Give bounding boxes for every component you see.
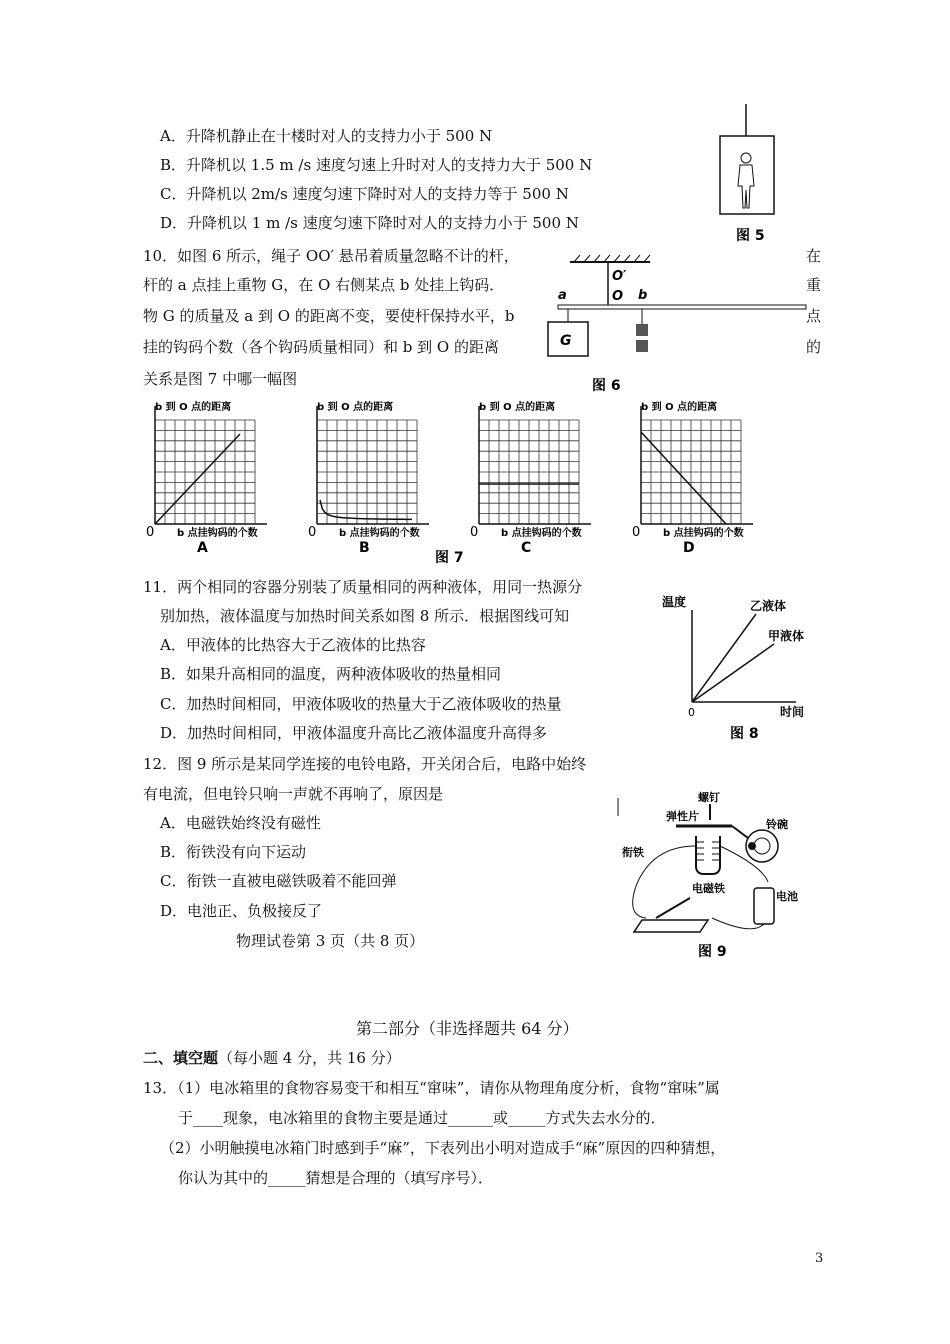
q13-1-line-1: 13．（1）电冰箱里的食物容易变干和相互“窜味”，请你从物理角度分析，食物“窜味”属	[143, 1079, 720, 1097]
q13-2-line-2: 你认为其中的_____猜想是合理的（填写序号）．	[178, 1169, 494, 1187]
q12-option-b: B．衔铁没有向下运动	[160, 843, 307, 861]
q10-line-2: 杆的 a 点挂上重物 G，在 O 右侧某点 b 处挂上钩码．	[143, 276, 505, 294]
figure-6-caption: 图 6	[592, 378, 621, 394]
figure-7-xlabel: b 点挂钩码的个数	[177, 528, 258, 539]
q12-option-c: C．衔铁一直被电磁铁吸着不能回弹	[160, 872, 397, 890]
q10-right-char-2: 重	[806, 276, 822, 294]
q12-option-a: A．电磁铁始终没有磁性	[160, 814, 321, 832]
figure-6-lever	[540, 252, 810, 394]
fig9-label-screw: 螺钉	[698, 791, 720, 804]
fig9-label-armature: 衔铁	[622, 846, 644, 859]
q11-option-b: B．如果升高相同的温度，两种液体吸收的热量相同	[160, 665, 502, 683]
fig6-label-a: a	[558, 288, 567, 303]
figure-7-ylabel: b 到 O 点的距离	[479, 402, 556, 413]
q10-right-char-3: 点	[806, 307, 822, 325]
q10-line-5: 关系是图 7 中哪一幅图	[143, 370, 298, 388]
figure-7-xlabel: b 点挂钩码的个数	[663, 528, 744, 539]
figure-7-origin: 0	[632, 525, 641, 540]
fig8-series-yi	[692, 614, 756, 702]
figure-7-caption: 图 7	[435, 550, 464, 566]
q12-option-d: D．电池正、负极接反了	[160, 902, 323, 920]
fig8-xlabel: 时间	[780, 705, 805, 719]
q11-option-d: D．加热时间相同，甲液体温度升高比乙液体温度升高得多	[160, 724, 548, 742]
figure-7-curve-d	[641, 432, 726, 524]
q10-line-4: 挂的钩码个数（各个钩码质量相同）和 b 到 O 的距离	[143, 338, 499, 356]
q11-option-a: A．甲液体的比热容大于乙液体的比热容	[160, 636, 426, 654]
figure-7-chart-a	[146, 400, 267, 556]
figure-7-letter-a: A	[197, 540, 208, 556]
figure-7-xlabel: b 点挂钩码的个数	[501, 528, 582, 539]
fig9-label-electromagnet: 电磁铁	[692, 882, 725, 895]
fig6-label-o-prime: O′	[612, 269, 627, 284]
page-number: 3	[815, 1251, 824, 1266]
figure-7-charts	[140, 392, 800, 570]
q9-option-b: B．升降机以 1.5 m /s 速度匀速上升时对人的支持力大于 500 N	[160, 156, 593, 174]
figure-7-xlabel: b 点挂钩码的个数	[339, 528, 420, 539]
figure-9-caption: 图 9	[698, 944, 727, 960]
figure-7-letter-c: C	[521, 540, 532, 556]
section-2-head: 二、填空题	[143, 1049, 219, 1067]
q9-option-c: C．升降机以 2m/s 速度匀速下降时对人的支持力等于 500 N	[160, 185, 569, 203]
q12-line-1: 12．图 9 所示是某同学连接的电铃电路，开关闭合后，电路中始终	[143, 755, 587, 773]
q12-line-2: 有电流，但电铃只响一声就不再响了，原因是	[143, 785, 444, 803]
q11-line-2: 别加热，液体温度与加热时间关系如图 8 所示．根据图线可知	[160, 607, 570, 625]
figure-7-origin: 0	[308, 525, 317, 540]
figure-7-letter-b: B	[359, 540, 370, 556]
figure-8-graph	[656, 590, 816, 745]
q9-option-a: A．升降机静止在十楼时对人的支持力小于 500 N	[160, 127, 493, 145]
section-2-note: （每小题 4 分，共 16 分）	[218, 1049, 401, 1067]
figure-7-chart-b	[308, 400, 429, 556]
q10-right-char-1: 在	[806, 247, 822, 265]
fig6-label-b: b	[638, 288, 648, 303]
fig8-origin: 0	[688, 706, 695, 719]
q10-line-3: 物 G 的质量及 a 到 O 的距离不变，要使杆保持水平，b	[143, 307, 515, 325]
fig6-label-o: O	[612, 289, 624, 304]
figure-7-letter-d: D	[683, 540, 695, 556]
q13-1-line-2: 于____现象，电冰箱里的食物主要是通过______或_____方式失去水分的．	[178, 1109, 666, 1127]
figure-7-origin: 0	[146, 525, 155, 540]
fig9-label-battery: 电池	[776, 890, 798, 903]
q11-option-c: C．加热时间相同，甲液体吸收的热量大于乙液体吸收的热量	[160, 695, 562, 713]
q10-line-1: 10．如图 6 所示，绳子 OO′ 悬吊着质量忽略不计的杆，	[143, 247, 519, 265]
figure-7-ylabel: b 到 O 点的距离	[317, 402, 394, 413]
figure-7-origin: 0	[470, 525, 479, 540]
figure-7-chart-d	[632, 400, 753, 556]
q11-line-1: 11．两个相同的容器分别装了质量相同的两种液体，用同一热源分	[143, 578, 583, 596]
q13-2-line-1: （2）小明触摸电冰箱门时感到手“麻”，下表列出小明对造成手“麻”原因的四种猜想，	[160, 1139, 726, 1157]
part2-title: 第二部分（非选择题共 64 分）	[356, 1019, 579, 1038]
q10-right-char-4: 的	[806, 338, 822, 356]
fig6-label-g: G	[560, 333, 572, 349]
figure-9-bell-circuit	[612, 786, 812, 960]
fig8-ylabel: 温度	[662, 595, 687, 609]
figure-8-caption: 图 8	[730, 726, 759, 742]
figure-7-ylabel: b 到 O 点的距离	[155, 402, 232, 413]
page-footer: 物理试卷第 3 页（共 8 页）	[236, 932, 425, 950]
figure-7-chart-c	[470, 400, 591, 556]
figure-5-caption: 图 5	[736, 228, 765, 244]
figure-5-elevator	[712, 100, 782, 250]
fig8-series-jia	[692, 644, 774, 702]
section-2-heading	[143, 1045, 401, 1071]
fig8-label-jia: 甲液体	[768, 629, 805, 643]
figure-7-curve-a	[155, 434, 240, 524]
fig8-label-yi: 乙液体	[750, 599, 787, 613]
fig9-label-spring: 弹性片	[666, 810, 699, 823]
fig9-label-bell: 铃碗	[766, 818, 788, 831]
q9-option-d: D．升降机以 1 m /s 速度匀速下降时对人的支持力小于 500 N	[160, 214, 579, 232]
figure-7-ylabel: b 到 O 点的距离	[641, 402, 718, 413]
